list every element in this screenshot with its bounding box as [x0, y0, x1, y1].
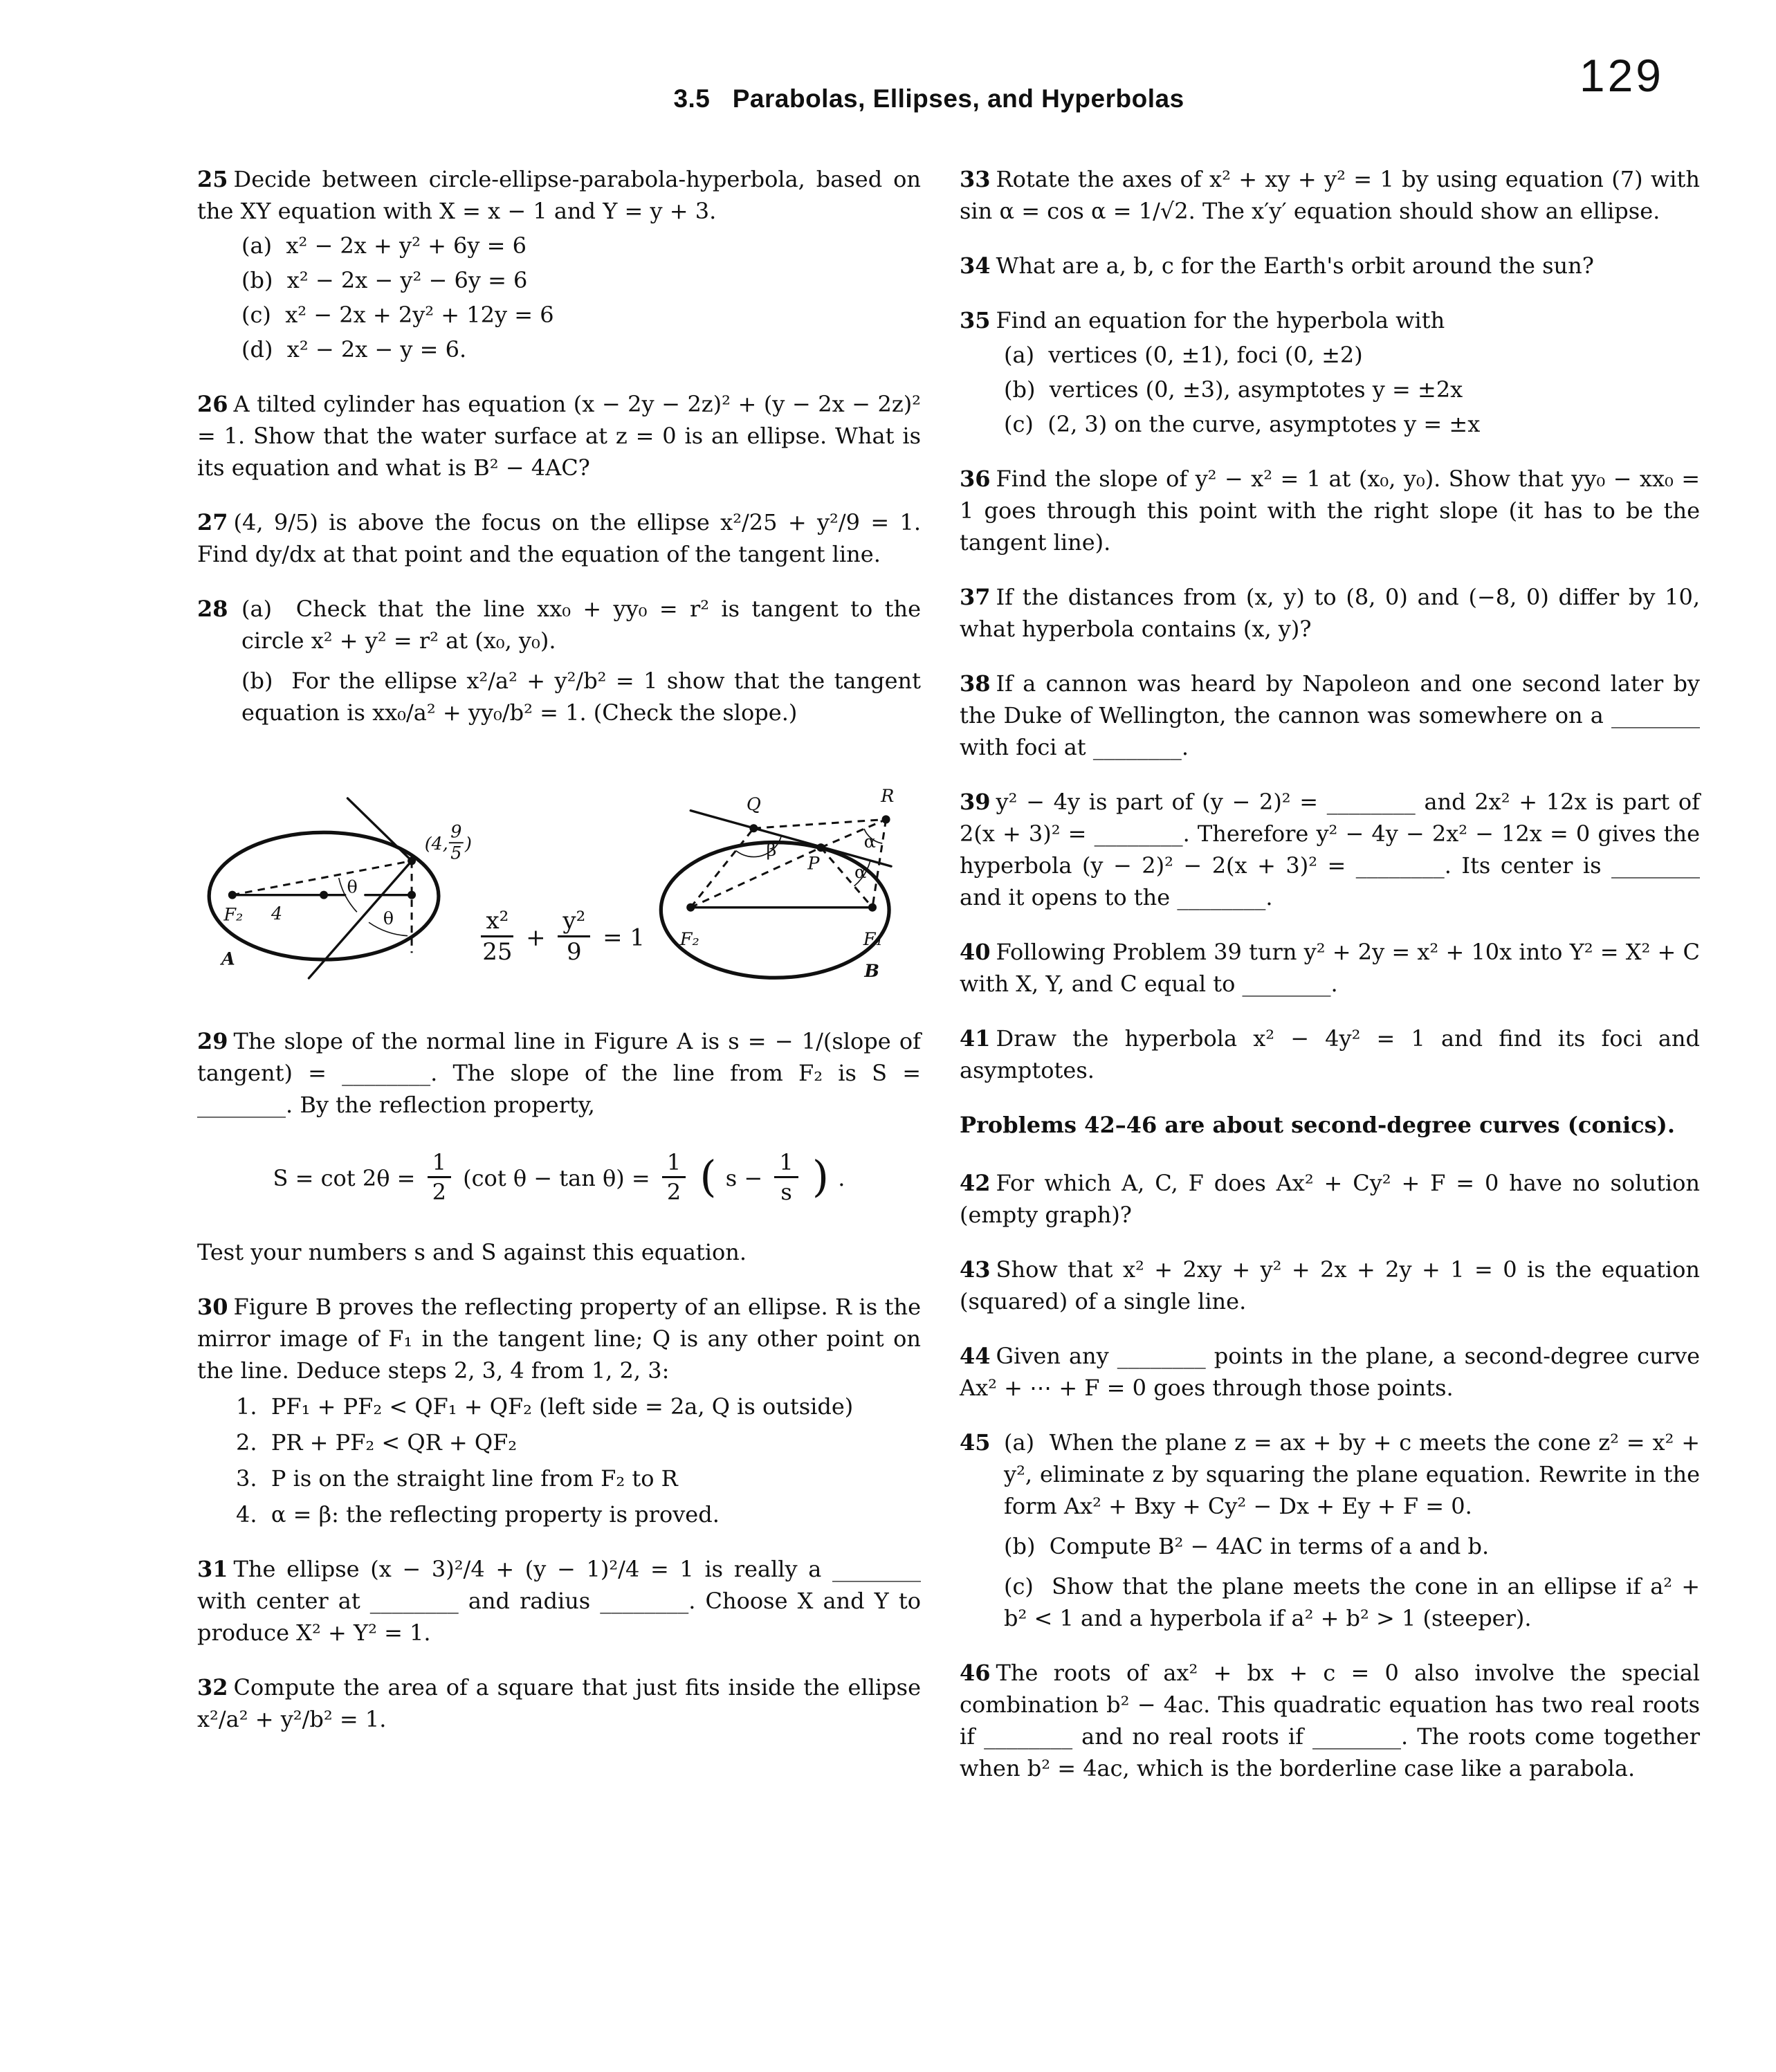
problem-36 — [960, 463, 1700, 558]
numerator: 1 — [428, 1148, 451, 1178]
problem-30 — [197, 1291, 921, 1530]
problem-number: 28 — [197, 596, 228, 622]
problems-33-41 — [960, 163, 1700, 1086]
big-close-paren: ) — [812, 1150, 830, 1202]
point-q-label: Q — [746, 794, 761, 815]
denominator: 2 — [432, 1179, 446, 1205]
problem-number: 34 — [960, 253, 991, 279]
denominator: 25 — [482, 938, 513, 966]
eq29-middle: (cot θ − tan θ) = — [463, 1165, 650, 1191]
focus-f1-label: F₁ — [863, 928, 883, 950]
figure-a-corner-label: A — [221, 948, 235, 969]
problem-39 — [960, 786, 1700, 913]
problem-paragraph — [197, 1236, 921, 1268]
problem-part: (a) vertices (0, ±1), foci (0, ±2) — [1004, 342, 1363, 368]
problem-text: Rotate the axes of x² + xy + y² = 1 by using equation (7) with sin α = cos α = 1/√2. The x′y′ equation should show an ellipse. — [960, 166, 1700, 224]
problem-text: Show that x² + 2xy + y² + 2x + 2y + 1 = 0 is the equation (squared) of a single line. — [960, 1256, 1700, 1314]
point-r-label: R — [881, 785, 895, 807]
figure-ellipse-equation — [476, 909, 645, 1005]
problem-text: Following Problem 39 turn y² + 2y = x² + 10x into Y² = X² + C with X, Y, and C equal to ________. — [960, 939, 1700, 997]
center-dot — [320, 891, 328, 899]
dashed-q-to-r — [753, 819, 886, 828]
problem-number: 43 — [960, 1256, 991, 1283]
problem-number: 33 — [960, 166, 991, 192]
problem-text: The roots of ax² + bx + c = 0 also involve the special combination b² − 4ac. This quadratic equation has two real roots if ________ and no real roots if ________. The roots come together when b² = 4ac, which is the borderline case like a parabola. — [960, 1660, 1700, 1781]
eq29-one-over-s-fraction — [774, 1148, 798, 1206]
focus-f2-label: F₂ — [223, 904, 244, 925]
eq29-s-minus: s − — [725, 1165, 763, 1191]
problem-part: (a) Check that the line xx₀ + yy₀ = r² is tangent to the circle x² + y² = r² at (x₀, y₀). — [241, 596, 921, 654]
problem-28 — [197, 593, 921, 728]
problem-text: For which A, C, F does Ax² + Cy² + F = 0 have no solution (empty graph)? — [960, 1170, 1700, 1228]
problem-26 — [197, 388, 921, 484]
problems-25-28 — [197, 163, 921, 728]
point-p-label: P — [807, 853, 820, 874]
denominator: 9 — [567, 938, 582, 966]
problem-number: 30 — [197, 1294, 228, 1320]
figure-b-corner-label: B — [864, 960, 880, 982]
problem-43 — [960, 1254, 1700, 1317]
problem-part: (b) Compute B² − 4AC in terms of a and b. — [1004, 1533, 1490, 1559]
problems-30-32 — [197, 1236, 921, 1735]
problem-part: (a) x² − 2x + y² + 6y = 6 — [241, 232, 527, 259]
tangent-line — [347, 798, 412, 861]
problem-text: The slope of the normal line in Figure A is s = − 1/(slope of tangent) = ________. The slope of the line from F₂ is S = ________. By the reflection property, — [197, 1028, 921, 1118]
equation-29-display — [197, 1151, 921, 1209]
problem-29 — [197, 1025, 921, 1121]
point-p-dot — [816, 843, 825, 852]
problem-part: (c) x² − 2x + 2y² + 12y = 6 — [241, 302, 554, 328]
problem-25 — [197, 163, 921, 365]
page-number: 129 — [1579, 50, 1664, 101]
alpha-upper-label: α — [863, 832, 876, 853]
problem-text: Given any ________ points in the plane, a second-degree curve Ax² + ⋯ + F = 0 goes through those points. — [960, 1343, 1700, 1401]
problems-42-46 — [960, 1167, 1700, 1784]
problem-text: A tilted cylinder has equation (x − 2y − 2z)² + (y − 2x − 2z)² = 1. Show that the water surface at z = 0 is an ellipse. What is its equation and what is B² − 4AC? — [197, 391, 921, 481]
problem-part: (b) vertices (0, ±3), asymptotes y = ±2x — [1004, 376, 1463, 403]
problem-40 — [960, 936, 1700, 1000]
problem-text: If the distances from (x, y) to (8, 0) and (−8, 0) differ by 10, what hyperbola contains (x, y)? — [960, 584, 1700, 642]
problem-part: (c) Show that the plane meets the cone in an ellipse if a² + b² < 1 and a hyperbola if a² + b² > 1 (steeper). — [1004, 1573, 1700, 1631]
problem-number: 42 — [960, 1170, 991, 1196]
right-column — [960, 163, 1700, 1807]
problem-number: 29 — [197, 1028, 228, 1054]
numerator: 1 — [662, 1148, 686, 1178]
problem-45 — [960, 1427, 1700, 1634]
problem-32 — [197, 1671, 921, 1735]
problem-number: 26 — [197, 391, 228, 417]
focus-f2-dot — [228, 891, 237, 899]
problem-number: 36 — [960, 466, 991, 492]
figure-row-ellipses — [197, 751, 921, 1005]
problem-31 — [197, 1553, 921, 1649]
problem-number: 38 — [960, 670, 991, 697]
problem-35 — [960, 304, 1700, 440]
section-title: 3.5 Parabolas, Ellipses, and Hyperbolas — [673, 84, 1184, 113]
problem-29 — [197, 1025, 921, 1121]
proof-step: 3. P is on the straight line from F₂ to R — [236, 1465, 678, 1492]
beta-label: β — [766, 840, 777, 861]
problem-number: 31 — [197, 1556, 228, 1582]
numerator: 1 — [774, 1148, 798, 1178]
focus-f1-dot — [408, 891, 416, 899]
problem-part: (b) x² − 2x − y² − 6y = 6 — [241, 267, 528, 293]
dashed-f2-to-q — [690, 828, 753, 907]
problem-37 — [960, 581, 1700, 645]
problem-46 — [960, 1657, 1700, 1784]
tangent-line — [690, 811, 891, 867]
point-label-close: ) — [465, 832, 472, 854]
theta-upper-label: θ — [347, 876, 358, 897]
focus-f1-dot — [868, 904, 877, 912]
eq29-half-fraction-1 — [428, 1148, 451, 1206]
problem-41 — [960, 1023, 1700, 1086]
problem-27 — [197, 506, 921, 570]
problem-number: 37 — [960, 584, 991, 610]
problem-number: 27 — [197, 509, 228, 535]
problem-text: Figure B proves the reflecting property of an ellipse. R is the mirror image of F₁ in the tangent line; Q is any other point on the line. Deduce steps 2, 3, 4 from 1, 2, 3: — [197, 1294, 921, 1384]
dashed-p-to-r — [821, 819, 886, 847]
problem-number: 35 — [960, 307, 991, 333]
plus-sign: + — [526, 924, 546, 952]
problem-number: 25 — [197, 166, 228, 192]
problem-text: y² − 4y is part of (y − 2)² = ________ and 2x² + 12x is part of 2(x + 3)² = ________. Therefore y² − 4y − 2x² − 12x = 0 gives the hyperbola (y − 2)² − 2(x + 3)² = ________. Its center is ________ and it opens to the ________. — [960, 789, 1700, 910]
problem-34 — [960, 250, 1700, 282]
point-label-open: (4, — [424, 832, 448, 854]
problem-number: 45 — [960, 1429, 991, 1456]
problem-number: 40 — [960, 939, 991, 965]
equals-one: = 1 — [603, 924, 645, 952]
problem-text: (4, 9/5) is above the focus on the ellipse x²/25 + y²/9 = 1. Find dy/dx at that point and the equation of the tangent line. — [197, 509, 921, 567]
problem-38 — [960, 668, 1700, 763]
point-r-dot — [882, 815, 890, 823]
fraction-x2-25 — [481, 906, 513, 966]
problem-42 — [960, 1167, 1700, 1231]
problem-part: (a) When the plane z = ax + by + c meets the cone z² = x² + y², eliminate z by squaring the plane equation. Rewrite in the form Ax² + Bxy + Cy² − Dx + Ey + F = 0. — [1004, 1429, 1700, 1519]
problem-text: Decide between circle-ellipse-parabola-hyperbola, based on the XY equation with X = x − 1 and Y = y + 3. — [197, 166, 921, 224]
problem-number: 41 — [960, 1025, 991, 1052]
proof-step: 2. PR + PF₂ < QR + QF₂ — [236, 1429, 518, 1456]
problem-number: 39 — [960, 789, 991, 815]
problem-text: Compute the area of a square that just fits inside the ellipse x²/a² + y²/b² = 1. — [197, 1674, 921, 1732]
eq29-half-fraction-2 — [662, 1148, 686, 1206]
proof-step: 1. PF₁ + PF₂ < QF₁ + QF₂ (left side = 2a, Q is outside) — [236, 1393, 854, 1420]
figure-a-ellipse-diagram — [197, 751, 476, 1005]
point-label-denominator: 5 — [450, 842, 462, 863]
problem-text: Draw the hyperbola x² − 4y² = 1 and find its foci and asymptotes. — [960, 1025, 1700, 1083]
problem-33 — [960, 163, 1700, 227]
problem-part: (c) (2, 3) on the curve, asymptotes y = ±x — [1004, 411, 1481, 437]
figure-b-ellipse-diagram — [645, 751, 921, 1001]
denominator: 2 — [666, 1179, 681, 1205]
problem-part: (d) x² − 2x − y = 6. — [241, 336, 467, 363]
eq29-period: . — [838, 1165, 845, 1191]
point-label-numerator: 9 — [450, 820, 462, 842]
eq29-lead: S = cot 2θ = — [273, 1165, 416, 1191]
big-open-paren: ( — [699, 1150, 717, 1202]
numerator: y² — [558, 906, 590, 937]
problem-text: The ellipse (x − 3)²/4 + (y − 1)²/4 = 1 is really a ________ with center at ________ and radius ________. Choose X and Y to produce X² + Y² = 1. — [197, 1556, 921, 1646]
alpha-lower-label: α — [854, 861, 867, 883]
problem-text: What are a, b, c for the Earth's orbit around the sun? — [996, 253, 1594, 279]
distance-4-label: 4 — [271, 902, 283, 924]
problem-number: 46 — [960, 1660, 991, 1686]
theta-lower-label: θ — [383, 908, 394, 929]
numerator: x² — [481, 906, 513, 937]
problem-text: Find the slope of y² − x² = 1 at (x₀, y₀). Show that yy₀ − xx₀ = 1 goes through this point with the right slope (it has to be the tangent line). — [960, 466, 1700, 556]
problem-text: Find an equation for the hyperbola with — [996, 307, 1445, 333]
problem-number: 44 — [960, 1343, 991, 1369]
problem-text: Test your numbers s and S against this equation. — [197, 1239, 747, 1265]
point-q-dot — [749, 824, 758, 832]
focus-f2-dot — [686, 904, 695, 912]
conics-section-heading: Problems 42–46 are about second-degree curves (conics). — [960, 1112, 1675, 1138]
problem-number: 32 — [197, 1674, 228, 1700]
problem-44 — [960, 1340, 1700, 1404]
fraction-y2-9 — [558, 906, 590, 966]
problem-text: If a cannon was heard by Napoleon and one second later by the Duke of Wellington, the cannon was somewhere on a ________ with foci at ________. — [960, 670, 1700, 760]
focus-f2-label: F₂ — [679, 928, 699, 950]
point-4-95-dot — [408, 856, 416, 865]
proof-step: 4. α = β: the reflecting property is proved. — [236, 1501, 720, 1528]
left-column — [197, 163, 921, 1807]
denominator: s — [780, 1179, 792, 1205]
problem-part: (b) For the ellipse x²/a² + y²/b² = 1 show that the tangent equation is xx₀/a² + yy₀/b² = 1. (Check the slope.) — [241, 668, 921, 726]
page-content — [197, 163, 1700, 1807]
